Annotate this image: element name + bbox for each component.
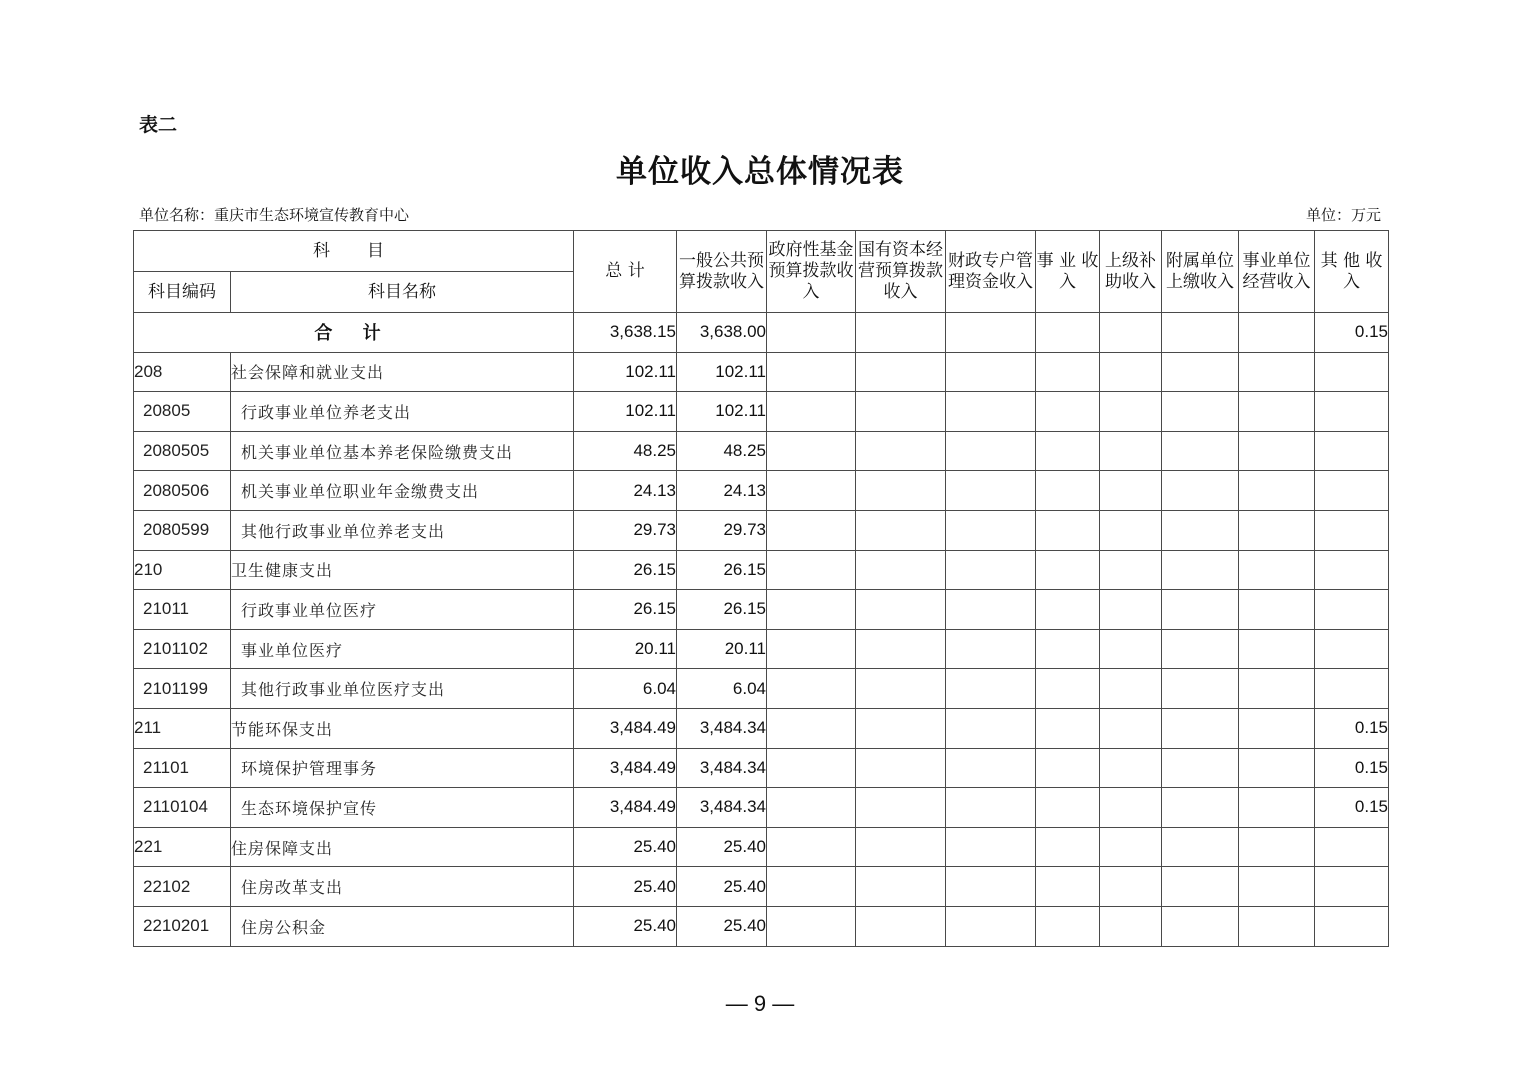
state-capital-cell — [856, 392, 946, 432]
fiscal-special-cell — [946, 906, 1036, 946]
general-budget-cell: 20.11 — [677, 629, 767, 669]
subject-name: 机关事业单位基本养老保险缴费支出 — [231, 431, 574, 471]
superior-subsidy-cell — [1100, 590, 1162, 630]
table-row — [134, 392, 1389, 432]
subject-name: 节能环保支出 — [231, 708, 574, 748]
table-row — [134, 550, 1389, 590]
business-operating-cell — [1239, 669, 1315, 709]
superior-subsidy-cell — [1100, 471, 1162, 511]
fiscal-special-cell — [946, 550, 1036, 590]
other-income-cell — [1315, 827, 1389, 867]
name-header: 科目名称 — [231, 272, 574, 313]
subject-header: 科 目 — [134, 231, 574, 272]
total-cell: 26.15 — [574, 590, 677, 630]
subject-code: 2101199 — [134, 669, 231, 709]
business-operating-cell — [1239, 590, 1315, 630]
subject-name: 其他行政事业单位养老支出 — [231, 510, 574, 550]
affiliated-cell — [1162, 788, 1239, 828]
business-operating-cell — [1239, 471, 1315, 511]
business-income-cell — [1036, 827, 1100, 867]
total-cell: 3,484.49 — [574, 708, 677, 748]
unit-name-label: 单位名称：重庆市生态环境宣传教育中心 — [139, 206, 410, 224]
other-income-cell — [1315, 550, 1389, 590]
business-operating-cell — [1239, 392, 1315, 432]
total-cell: 6.04 — [574, 669, 677, 709]
business-income-cell — [1036, 669, 1100, 709]
business-income-cell — [1036, 471, 1100, 511]
state-capital-cell — [856, 748, 946, 788]
business-income-cell — [1036, 629, 1100, 669]
subject-name: 机关事业单位职业年金缴费支出 — [231, 471, 574, 511]
business-income-cell — [1036, 590, 1100, 630]
superior-subsidy-cell — [1100, 669, 1162, 709]
gov-fund-cell — [767, 471, 856, 511]
state-capital-cell — [856, 471, 946, 511]
general-budget-cell: 26.15 — [677, 550, 767, 590]
affiliated-cell — [1162, 510, 1239, 550]
state-capital-cell — [856, 669, 946, 709]
fiscal-special-cell — [946, 590, 1036, 630]
header-row-1 — [134, 231, 1389, 272]
state-capital-cell — [856, 788, 946, 828]
table-row — [134, 827, 1389, 867]
gov-fund-cell — [767, 629, 856, 669]
general-budget-cell: 24.13 — [677, 471, 767, 511]
total-cell: 20.11 — [574, 629, 677, 669]
business-income-cell — [1036, 867, 1100, 907]
superior-subsidy-cell — [1100, 392, 1162, 432]
total-cell: 24.13 — [574, 471, 677, 511]
superior-subsidy-cell — [1100, 708, 1162, 748]
other-income-header: 其 他 收 入 — [1315, 231, 1389, 313]
affiliated-header: 附属单位上缴收入 — [1162, 231, 1239, 313]
subject-name: 生态环境保护宣传 — [231, 788, 574, 828]
other-income-cell — [1315, 590, 1389, 630]
business-operating-cell — [1239, 827, 1315, 867]
fiscal-special-header: 财政专户管理资金收入 — [946, 231, 1036, 313]
state-capital-header: 国有资本经营预算拨款收入 — [856, 231, 946, 313]
total-cell: 29.73 — [574, 510, 677, 550]
subject-code: 2080599 — [134, 510, 231, 550]
state-capital-cell — [856, 550, 946, 590]
table-row — [134, 748, 1389, 788]
affiliated-cell — [1162, 906, 1239, 946]
fiscal-special-cell — [946, 748, 1036, 788]
general-budget-cell: 6.04 — [677, 669, 767, 709]
other-income-cell — [1315, 431, 1389, 471]
table-row — [134, 471, 1389, 511]
business-operating-cell — [1239, 550, 1315, 590]
other-income-cell — [1315, 510, 1389, 550]
affiliated-cell — [1162, 471, 1239, 511]
subject-code: 20805 — [134, 392, 231, 432]
business-operating-header: 事业单位经营收入 — [1239, 231, 1315, 313]
business-income-header: 事 业 收 入 — [1036, 231, 1100, 313]
other-income-cell — [1315, 867, 1389, 907]
affiliated-cell — [1162, 392, 1239, 432]
business-income-cell — [1036, 392, 1100, 432]
subject-name: 行政事业单位养老支出 — [231, 392, 574, 432]
superior-subsidy-cell — [1100, 867, 1162, 907]
affiliated-cell — [1162, 827, 1239, 867]
business-operating-cell — [1239, 431, 1315, 471]
other-income-cell — [1315, 669, 1389, 709]
superior-subsidy-cell — [1100, 431, 1162, 471]
general-budget-cell: 3,484.34 — [677, 788, 767, 828]
affiliated-cell — [1162, 590, 1239, 630]
subject-code: 2080505 — [134, 431, 231, 471]
fiscal-special-cell — [946, 788, 1036, 828]
subject-name: 环境保护管理事务 — [231, 748, 574, 788]
business-operating-cell — [1239, 788, 1315, 828]
superior-subsidy-cell — [1100, 788, 1162, 828]
fiscal-special-cell — [946, 669, 1036, 709]
income-table — [133, 230, 1389, 947]
gov-fund-cell — [767, 590, 856, 630]
affiliated-cell — [1162, 748, 1239, 788]
business-operating-cell — [1239, 510, 1315, 550]
table-row — [134, 788, 1389, 828]
fiscal-special-cell — [946, 629, 1036, 669]
general-budget-cell: 3,484.34 — [677, 708, 767, 748]
subject-name: 卫生健康支出 — [231, 550, 574, 590]
subject-code: 208 — [134, 352, 231, 392]
state-capital-cell — [856, 629, 946, 669]
business-income-cell — [1036, 748, 1100, 788]
gov-fund-cell — [767, 748, 856, 788]
state-capital-cell — [856, 510, 946, 550]
other-income-cell — [1315, 471, 1389, 511]
total-cell: 25.40 — [574, 827, 677, 867]
subject-name: 社会保障和就业支出 — [231, 352, 574, 392]
business-operating-cell — [1239, 867, 1315, 907]
subject-code: 2110104 — [134, 788, 231, 828]
table-row — [134, 431, 1389, 471]
gov-fund-cell — [767, 431, 856, 471]
affiliated-cell — [1162, 550, 1239, 590]
superior-subsidy-header: 上级补助收入 — [1100, 231, 1162, 313]
state-capital-cell — [856, 867, 946, 907]
general-budget-cell: 102.11 — [677, 352, 767, 392]
gov-fund-cell — [767, 352, 856, 392]
subject-code: 221 — [134, 827, 231, 867]
other-income-cell — [1315, 906, 1389, 946]
business-income-cell — [1036, 352, 1100, 392]
total-cell: 25.40 — [574, 906, 677, 946]
business-income-cell — [1036, 550, 1100, 590]
gov-fund-cell — [767, 708, 856, 748]
subject-code: 211 — [134, 708, 231, 748]
affiliated-cell — [1162, 708, 1239, 748]
total-cell: 3,484.49 — [574, 748, 677, 788]
table-row — [134, 352, 1389, 392]
fiscal-special-cell — [946, 867, 1036, 907]
table-row — [134, 906, 1389, 946]
affiliated-cell — [1162, 669, 1239, 709]
fiscal-special-cell — [946, 352, 1036, 392]
subject-code: 210 — [134, 550, 231, 590]
general-budget-cell: 48.25 — [677, 431, 767, 471]
general-budget-cell: 29.73 — [677, 510, 767, 550]
currency-unit-label: 单位：万元 — [1305, 206, 1381, 224]
superior-subsidy-cell — [1100, 352, 1162, 392]
other-income-cell: 0.15 — [1315, 748, 1389, 788]
total-cell: 102.11 — [574, 392, 677, 432]
fiscal-special-cell — [946, 431, 1036, 471]
business-operating-cell — [1239, 629, 1315, 669]
total-cell: 25.40 — [574, 867, 677, 907]
business-operating-cell — [1239, 906, 1315, 946]
fiscal-special-cell — [946, 708, 1036, 748]
superior-subsidy-cell — [1100, 906, 1162, 946]
table-row — [134, 629, 1389, 669]
state-capital-cell — [856, 827, 946, 867]
table-row — [134, 708, 1389, 748]
state-capital-cell — [856, 708, 946, 748]
subject-name: 住房改革支出 — [231, 867, 574, 907]
state-capital-cell — [856, 352, 946, 392]
gov-fund-header: 政府性基金预算拨款收入 — [767, 231, 856, 313]
page-number: — 9 — — [725, 991, 795, 1016]
total-cell: 48.25 — [574, 431, 677, 471]
totals-other: 0.15 — [1315, 313, 1389, 353]
gov-fund-cell — [767, 510, 856, 550]
superior-subsidy-cell — [1100, 629, 1162, 669]
superior-subsidy-cell — [1100, 748, 1162, 788]
table-row — [134, 590, 1389, 630]
gov-fund-cell — [767, 392, 856, 432]
business-income-cell — [1036, 431, 1100, 471]
subject-code: 2080506 — [134, 471, 231, 511]
subject-name: 住房保障支出 — [231, 827, 574, 867]
table-row — [134, 510, 1389, 550]
general-budget-cell: 26.15 — [677, 590, 767, 630]
total-cell: 26.15 — [574, 550, 677, 590]
business-operating-cell — [1239, 748, 1315, 788]
totals-row — [134, 313, 1389, 353]
totals-total: 3,638.15 — [574, 313, 677, 353]
gov-fund-cell — [767, 827, 856, 867]
code-header: 科目编码 — [134, 272, 231, 313]
total-cell: 102.11 — [574, 352, 677, 392]
affiliated-cell — [1162, 431, 1239, 471]
totals-label: 合 计 — [134, 313, 574, 353]
general-budget-cell: 25.40 — [677, 867, 767, 907]
fiscal-special-cell — [946, 392, 1036, 432]
other-income-cell — [1315, 629, 1389, 669]
general-budget-cell: 25.40 — [677, 827, 767, 867]
table-row — [134, 867, 1389, 907]
gov-fund-cell — [767, 550, 856, 590]
state-capital-cell — [856, 431, 946, 471]
superior-subsidy-cell — [1100, 550, 1162, 590]
subject-code: 2101102 — [134, 629, 231, 669]
general-budget-cell: 3,484.34 — [677, 748, 767, 788]
subject-code: 22102 — [134, 867, 231, 907]
fiscal-special-cell — [946, 827, 1036, 867]
superior-subsidy-cell — [1100, 510, 1162, 550]
fiscal-special-cell — [946, 510, 1036, 550]
other-income-cell — [1315, 392, 1389, 432]
total-cell: 3,484.49 — [574, 788, 677, 828]
other-income-cell: 0.15 — [1315, 708, 1389, 748]
state-capital-cell — [856, 906, 946, 946]
gov-fund-cell — [767, 788, 856, 828]
gov-fund-cell — [767, 906, 856, 946]
general-budget-header: 一般公共预算拨款收入 — [677, 231, 767, 313]
business-operating-cell — [1239, 352, 1315, 392]
page-title: 单位收入总体情况表 — [616, 154, 904, 190]
total-header: 总 计 — [574, 231, 677, 313]
subject-name: 事业单位医疗 — [231, 629, 574, 669]
other-income-cell: 0.15 — [1315, 788, 1389, 828]
subject-name: 行政事业单位医疗 — [231, 590, 574, 630]
gov-fund-cell — [767, 867, 856, 907]
table-row — [134, 669, 1389, 709]
fiscal-special-cell — [946, 471, 1036, 511]
subject-name: 住房公积金 — [231, 906, 574, 946]
business-income-cell — [1036, 788, 1100, 828]
totals-general-budget: 3,638.00 — [677, 313, 767, 353]
state-capital-cell — [856, 590, 946, 630]
superior-subsidy-cell — [1100, 827, 1162, 867]
subject-code: 21101 — [134, 748, 231, 788]
general-budget-cell: 102.11 — [677, 392, 767, 432]
subject-name: 其他行政事业单位医疗支出 — [231, 669, 574, 709]
business-income-cell — [1036, 708, 1100, 748]
affiliated-cell — [1162, 352, 1239, 392]
subject-code: 2210201 — [134, 906, 231, 946]
table-number: 表二 — [139, 114, 178, 136]
gov-fund-cell — [767, 669, 856, 709]
general-budget-cell: 25.40 — [677, 906, 767, 946]
subject-code: 21011 — [134, 590, 231, 630]
business-income-cell — [1036, 906, 1100, 946]
affiliated-cell — [1162, 629, 1239, 669]
business-income-cell — [1036, 510, 1100, 550]
affiliated-cell — [1162, 867, 1239, 907]
business-operating-cell — [1239, 708, 1315, 748]
other-income-cell — [1315, 352, 1389, 392]
